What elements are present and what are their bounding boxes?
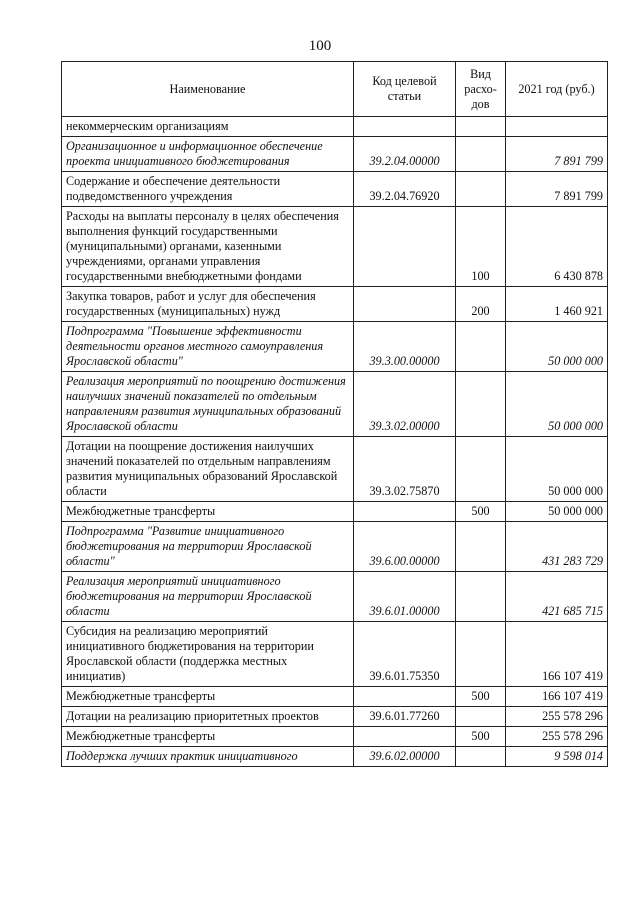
- cell-name: Межбюджетные трансферты: [62, 727, 354, 747]
- cell-amount: 255 578 296: [506, 727, 608, 747]
- cell-name: Подпрограмма "Повышение эффективности деятельности органов местного самоуправления Ярославской области": [62, 322, 354, 372]
- cell-amount: 50 000 000: [506, 322, 608, 372]
- cell-amount: 50 000 000: [506, 372, 608, 437]
- cell-code: [354, 287, 456, 322]
- cell-code: 39.6.02.00000: [354, 747, 456, 767]
- cell-type: [456, 117, 506, 137]
- cell-code: 39.3.02.00000: [354, 372, 456, 437]
- cell-type: 500: [456, 502, 506, 522]
- cell-type: [456, 707, 506, 727]
- cell-amount: 9 598 014: [506, 747, 608, 767]
- page-number: 100: [308, 38, 332, 54]
- cell-code: 39.6.00.00000: [354, 522, 456, 572]
- budget-table: [61, 61, 608, 767]
- cell-code: [354, 727, 456, 747]
- cell-name: Межбюджетные трансферты: [62, 687, 354, 707]
- cell-type: [456, 747, 506, 767]
- cell-amount: 7 891 799: [506, 137, 608, 172]
- cell-type: [456, 622, 506, 687]
- table-row: [62, 172, 608, 207]
- cell-code: 39.6.01.00000: [354, 572, 456, 622]
- header-amount: 2021 год (руб.): [506, 62, 608, 117]
- table-row: [62, 117, 608, 137]
- cell-amount: 50 000 000: [506, 502, 608, 522]
- table-row: [62, 687, 608, 707]
- cell-name: Субсидия на реализацию мероприятий инициативного бюджетирования на территории Ярославской области (поддержка местных инициатив): [62, 622, 354, 687]
- table-body: [62, 117, 608, 767]
- cell-type: 500: [456, 727, 506, 747]
- table-row: [62, 502, 608, 522]
- table-row: [62, 522, 608, 572]
- cell-name: Межбюджетные трансферты: [62, 502, 354, 522]
- table-row: [62, 207, 608, 287]
- cell-code: [354, 207, 456, 287]
- table-header-row: [62, 62, 608, 117]
- table-row: [62, 572, 608, 622]
- cell-type: [456, 172, 506, 207]
- cell-code: 39.6.01.77260: [354, 707, 456, 727]
- cell-type: [456, 572, 506, 622]
- cell-amount: 50 000 000: [506, 437, 608, 502]
- cell-name: Подпрограмма "Развитие инициативного бюджетирования на территории Ярославской области": [62, 522, 354, 572]
- cell-type: [456, 437, 506, 502]
- cell-type: [456, 522, 506, 572]
- table-row: [62, 727, 608, 747]
- cell-type: [456, 137, 506, 172]
- table-row: [62, 747, 608, 767]
- table-row: [62, 707, 608, 727]
- cell-name: некоммерческим организациям: [62, 117, 354, 137]
- cell-amount: 421 685 715: [506, 572, 608, 622]
- table-row: [62, 372, 608, 437]
- cell-amount: 255 578 296: [506, 707, 608, 727]
- cell-code: 39.2.04.76920: [354, 172, 456, 207]
- cell-name: Дотации на поощрение достижения наилучших значений показателей по отдельным направлениям развития муниципальных образований Ярославской области: [62, 437, 354, 502]
- cell-name: Дотации на реализацию приоритетных проектов: [62, 707, 354, 727]
- cell-code: 39.6.01.75350: [354, 622, 456, 687]
- header-type: Вид расхо-дов: [456, 62, 506, 117]
- cell-code: 39.2.04.00000: [354, 137, 456, 172]
- cell-code: [354, 117, 456, 137]
- cell-amount: 1 460 921: [506, 287, 608, 322]
- cell-code: 39.3.02.75870: [354, 437, 456, 502]
- cell-type: [456, 372, 506, 437]
- table-row: [62, 437, 608, 502]
- cell-code: 39.3.00.00000: [354, 322, 456, 372]
- cell-name: Расходы на выплаты персоналу в целях обеспечения выполнения функций государственными (муниципальными) органами, казенными учреждениями, органами управления государственными внебюджетными фондами: [62, 207, 354, 287]
- cell-code: [354, 687, 456, 707]
- cell-name: Реализация мероприятий инициативного бюджетирования на территории Ярославской области: [62, 572, 354, 622]
- cell-amount: 7 891 799: [506, 172, 608, 207]
- table-row: [62, 622, 608, 687]
- cell-amount: 166 107 419: [506, 687, 608, 707]
- cell-name: Организационное и информационное обеспечение проекта инициативного бюджетирования: [62, 137, 354, 172]
- cell-amount: [506, 117, 608, 137]
- cell-amount: 431 283 729: [506, 522, 608, 572]
- cell-name: Закупка товаров, работ и услуг для обеспечения государственных (муниципальных) нужд: [62, 287, 354, 322]
- cell-amount: 6 430 878: [506, 207, 608, 287]
- cell-code: [354, 502, 456, 522]
- cell-type: 200: [456, 287, 506, 322]
- cell-name: Реализация мероприятий по поощрению достижения наилучших значений показателей по отдельным направлениям развития муниципальных образований Ярославской области: [62, 372, 354, 437]
- header-name: Наименование: [62, 62, 354, 117]
- cell-name: Содержание и обеспечение деятельности подведомственного учреждения: [62, 172, 354, 207]
- table-row: [62, 137, 608, 172]
- cell-type: 100: [456, 207, 506, 287]
- cell-name: Поддержка лучших практик инициативного: [62, 747, 354, 767]
- header-code: Код целевой статьи: [354, 62, 456, 117]
- table-row: [62, 322, 608, 372]
- cell-type: [456, 322, 506, 372]
- cell-amount: 166 107 419: [506, 622, 608, 687]
- table-row: [62, 287, 608, 322]
- cell-type: 500: [456, 687, 506, 707]
